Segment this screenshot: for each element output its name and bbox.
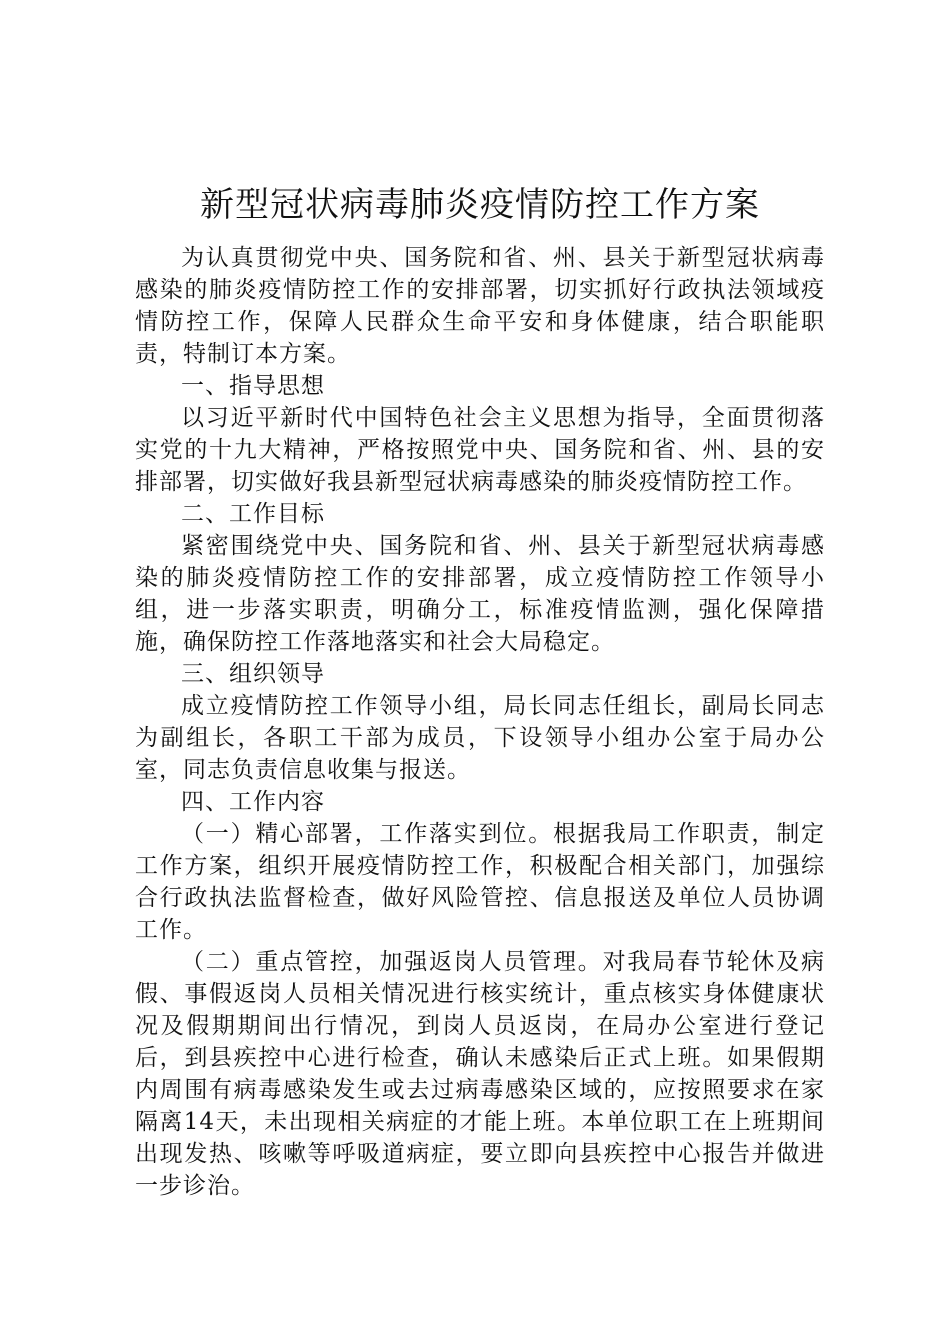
document-body — [135, 180, 825, 1202]
work-content-item-1: （一）精心部署，工作落实到位。根据我局工作职责，制定工作方案，组织开展疫情防控工作，积极配合相关部门，加强综合行政执法监督检查，做好风险管控、信息报送及单位人员协调工作。 — [135, 821, 825, 943]
document-title: 新型冠状病毒肺炎疫情防控工作方案 — [200, 185, 760, 225]
section-heading-guiding-thought: 一、指导思想 — [181, 373, 325, 399]
section-heading-work-goals: 二、工作目标 — [181, 501, 325, 527]
work-content-item-2: （二）重点管控，加强返岗人员管理。对我局春节轮休及病假、事假返岗人员相关情况进行核实统计，重点核实身体健康状况及假期期间出行情况，到岗人员返岗，在局办公室进行登记后，到县疾控中心进行检查，确认未感染后正式上班。如果假期内周围有病毒感染发生或去过病毒感染区域的，应按照要求在家隔离14天，未出现相关病症的才能上班。本单位职工在上班期间出现发热、咳嗽等呼吸道病症，要立即向县疾控中心报告并做进一步诊治。 — [135, 949, 825, 1199]
organization-paragraph: 成立疫情防控工作领导小组，局长同志任组长，副局长同志为副组长，各职工干部为成员，下设领导小组办公室于局办公室，同志负责信息收集与报送。 — [135, 693, 825, 783]
intro-paragraph: 为认真贯彻党中央、国务院和省、州、县关于新型冠状病毒感染的肺炎疫情防控工作的安排部署，切实抓好行政执法领域疫情防控工作，保障人民群众生命平安和身体健康，结合职能职责，特制订本方案。 — [135, 245, 825, 367]
section-heading-organization: 三、组织领导 — [181, 661, 325, 687]
guiding-thought-paragraph: 以习近平新时代中国特色社会主义思想为指导，全面贯彻落实党的十九大精神，严格按照党中央、国务院和省、州、县的安排部署，切实做好我县新型冠状病毒感染的肺炎疫情防控工作。 — [135, 405, 825, 495]
section-heading-work-content: 四、工作内容 — [181, 789, 325, 815]
work-goals-paragraph: 紧密围绕党中央、国务院和省、州、县关于新型冠状病毒感染的肺炎疫情防控工作的安排部署，成立疫情防控工作领导小组，进一步落实职责，明确分工，标准疫情监测，强化保障措施，确保防控工作落地落实和社会大局稳定。 — [135, 533, 825, 655]
